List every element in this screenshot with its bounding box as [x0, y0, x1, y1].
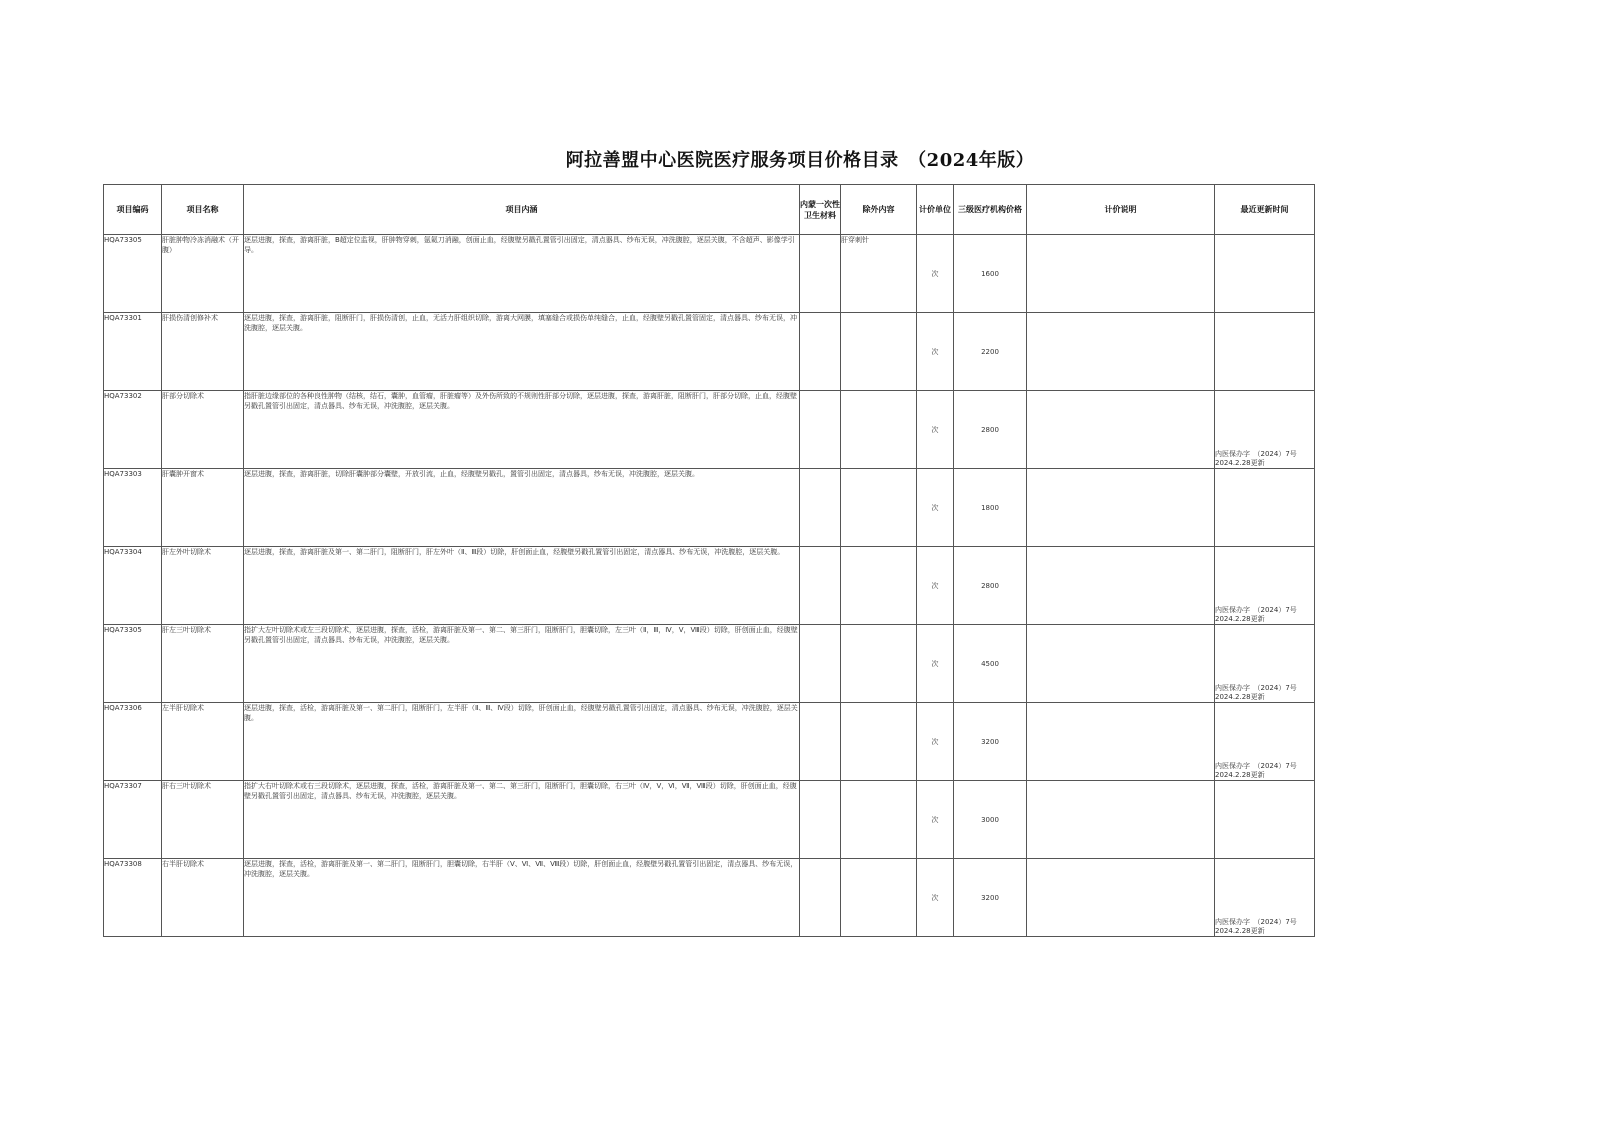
cell-unit: 次	[917, 469, 954, 547]
cell-updated	[1215, 703, 1315, 781]
cell-updated	[1215, 391, 1315, 469]
cell-name: 肝左三叶切除术	[162, 625, 244, 703]
cell-consumables	[800, 781, 841, 859]
cell-updated	[1215, 235, 1315, 313]
cell-excluded	[841, 313, 917, 391]
cell-excluded: 肝穿刺针	[841, 235, 917, 313]
cell-unit: 次	[917, 859, 954, 937]
header-price: 三级医疗机构价格	[954, 185, 1027, 235]
header-note: 计价说明	[1027, 185, 1215, 235]
header-consumables: 内蒙一次性卫生材料	[800, 185, 841, 235]
table-row	[104, 781, 1315, 859]
cell-code: HQA73301	[104, 313, 162, 391]
cell-consumables	[800, 235, 841, 313]
table-row	[104, 625, 1315, 703]
cell-unit: 次	[917, 703, 954, 781]
cell-content: 指扩大右叶切除术或右三段切除术，逐层进腹，探查，活检，游离肝脏及第一、第二、第三肝门，阻断肝门，胆囊切除，右三叶（Ⅳ，Ⅴ，Ⅵ，Ⅶ，Ⅷ段）切除，肝创面止血，经腹壁另戳孔置管引出固定，清点器具、纱布无误，冲洗腹腔，逐层关腹。	[244, 781, 800, 859]
cell-code: HQA73307	[104, 781, 162, 859]
header-unit: 计价单位	[917, 185, 954, 235]
updated-text: 内医保办字 （2024）7号 2024.2.28更新	[1215, 762, 1297, 779]
cell-note	[1027, 391, 1215, 469]
cell-unit: 次	[917, 313, 954, 391]
cell-unit: 次	[917, 391, 954, 469]
cell-content: 逐层进腹，探查，游离肝脏，B超定位监视，肝肿物穿刺，氩氦刀消融，创面止血，经腹壁另戳孔置管引出固定，清点器具、纱布无误，冲洗腹腔，逐层关腹，不含超声、影像学引导。	[244, 235, 800, 313]
cell-unit: 次	[917, 625, 954, 703]
cell-price: 3200	[954, 859, 1027, 937]
cell-name: 肝囊肿开窗术	[162, 469, 244, 547]
cell-note	[1027, 313, 1215, 391]
cell-price: 1800	[954, 469, 1027, 547]
cell-consumables	[800, 703, 841, 781]
cell-consumables	[800, 859, 841, 937]
table-row	[104, 235, 1315, 313]
cell-excluded	[841, 391, 917, 469]
cell-price: 3000	[954, 781, 1027, 859]
cell-code: HQA73306	[104, 703, 162, 781]
cell-unit: 次	[917, 547, 954, 625]
cell-code: HQA73303	[104, 469, 162, 547]
cell-price: 2200	[954, 313, 1027, 391]
cell-note	[1027, 781, 1215, 859]
header-excluded: 除外内容	[841, 185, 917, 235]
cell-name: 肝左外叶切除术	[162, 547, 244, 625]
cell-code: HQA73305	[104, 235, 162, 313]
cell-consumables	[800, 313, 841, 391]
updated-text: 内医保办字 （2024）7号 2024.2.28更新	[1215, 450, 1297, 467]
price-catalog-table	[103, 184, 1315, 937]
header-content: 项目内涵	[244, 185, 800, 235]
updated-text: 内医保办字 （2024）7号 2024.2.28更新	[1215, 606, 1297, 623]
cell-excluded	[841, 547, 917, 625]
table-row	[104, 547, 1315, 625]
cell-name: 肝损伤清创修补术	[162, 313, 244, 391]
cell-name: 肝部分切除术	[162, 391, 244, 469]
header-name: 项目名称	[162, 185, 244, 235]
cell-price: 3200	[954, 703, 1027, 781]
table-header-row	[104, 185, 1315, 235]
cell-updated	[1215, 547, 1315, 625]
cell-name: 右半肝切除术	[162, 859, 244, 937]
cell-consumables	[800, 469, 841, 547]
table-row	[104, 469, 1315, 547]
cell-note	[1027, 469, 1215, 547]
cell-excluded	[841, 781, 917, 859]
cell-content: 逐层进腹，探查，活检，游离肝脏及第一、第二肝门，阻断肝门，胆囊切除，右半肝（Ⅴ、Ⅵ、Ⅶ、Ⅷ段）切除，肝创面止血，经腹壁另戳孔置管引出固定，清点器具、纱布无误，冲洗腹腔，逐层关腹。	[244, 859, 800, 937]
cell-updated	[1215, 625, 1315, 703]
cell-content: 逐层进腹，探查，游离肝脏，切除肝囊肿部分囊壁，开放引流，止血，经腹壁另戳孔，置管引出固定，清点器具，纱布无误，冲洗腹腔，逐层关腹。	[244, 469, 800, 547]
page-title: 阿拉善盟中心医院医疗服务项目价格目录 （2024年版）	[565, 150, 1035, 171]
cell-code: HQA73304	[104, 547, 162, 625]
cell-content: 指扩大左叶切除术或左三段切除术，逐层进腹，探查，活检，游离肝脏及第一、第二、第三肝门，阻断肝门，胆囊切除，左三叶（Ⅱ，Ⅲ，Ⅳ，Ⅴ，Ⅷ段）切除，肝创面止血，经腹壁另戳孔置管引出固定，清点器具、纱布无误，冲洗腹腔，逐层关腹。	[244, 625, 800, 703]
updated-text: 内医保办字 （2024）7号 2024.2.28更新	[1215, 684, 1297, 701]
cell-consumables	[800, 625, 841, 703]
cell-updated	[1215, 313, 1315, 391]
cell-name: 肝右三叶切除术	[162, 781, 244, 859]
cell-code: HQA73305	[104, 625, 162, 703]
table-row	[104, 313, 1315, 391]
cell-updated	[1215, 859, 1315, 937]
cell-code: HQA73302	[104, 391, 162, 469]
cell-note	[1027, 547, 1215, 625]
cell-unit: 次	[917, 235, 954, 313]
cell-updated	[1215, 781, 1315, 859]
cell-consumables	[800, 391, 841, 469]
cell-price: 1600	[954, 235, 1027, 313]
table-row	[104, 703, 1315, 781]
cell-excluded	[841, 859, 917, 937]
header-updated: 最近更新时间	[1215, 185, 1315, 235]
updated-text: 内医保办字 （2024）7号 2024.2.28更新	[1215, 918, 1297, 935]
cell-note	[1027, 235, 1215, 313]
cell-consumables	[800, 547, 841, 625]
cell-code: HQA73308	[104, 859, 162, 937]
cell-content: 逐层进腹，探查，游离肝脏及第一、第二肝门，阻断肝门，肝左外叶（Ⅱ、Ⅲ段）切除，肝创面止血，经腹壁另戳孔置管引出固定，清点器具、纱布无误，冲洗腹腔，逐层关腹。	[244, 547, 800, 625]
header-code: 项目编码	[104, 185, 162, 235]
cell-excluded	[841, 469, 917, 547]
cell-excluded	[841, 625, 917, 703]
table-row	[104, 391, 1315, 469]
cell-content: 指肝脏边缘部位的各种良性肿物（结核，结石，囊肿，血管瘤，肝脏瘤等）及外伤所致的不规则性肝部分切除，逐层进腹，探查，游离肝脏，阻断肝门，肝部分切除，止血，经腹壁另戳孔置管引出固定，清点器具、纱布无误，冲洗腹腔，逐层关腹。	[244, 391, 800, 469]
cell-price: 2800	[954, 391, 1027, 469]
cell-name: 肝脏肿物冷冻消融术（开腹）	[162, 235, 244, 313]
cell-price: 4500	[954, 625, 1027, 703]
cell-updated	[1215, 469, 1315, 547]
cell-content: 逐层进腹，探查，活检，游离肝脏及第一、第二肝门，阻断肝门，左半肝（Ⅱ、Ⅲ、Ⅳ段）切除，肝创面止血，经腹壁另戳孔置管引出固定，清点器具、纱布无误，冲洗腹腔，逐层关腹。	[244, 703, 800, 781]
cell-price: 2800	[954, 547, 1027, 625]
cell-content: 逐层进腹，探查，游离肝脏，阻断肝门，肝损伤清创，止血，无活力肝组织切除，游离大网膜，填塞缝合或损伤单纯缝合，止血，经腹壁另戳孔置管固定，清点器具、纱布无误，冲洗腹腔，逐层关腹。	[244, 313, 800, 391]
cell-note	[1027, 859, 1215, 937]
cell-note	[1027, 625, 1215, 703]
cell-unit: 次	[917, 781, 954, 859]
cell-note	[1027, 703, 1215, 781]
cell-name: 左半肝切除术	[162, 703, 244, 781]
cell-excluded	[841, 703, 917, 781]
table-row	[104, 859, 1315, 937]
